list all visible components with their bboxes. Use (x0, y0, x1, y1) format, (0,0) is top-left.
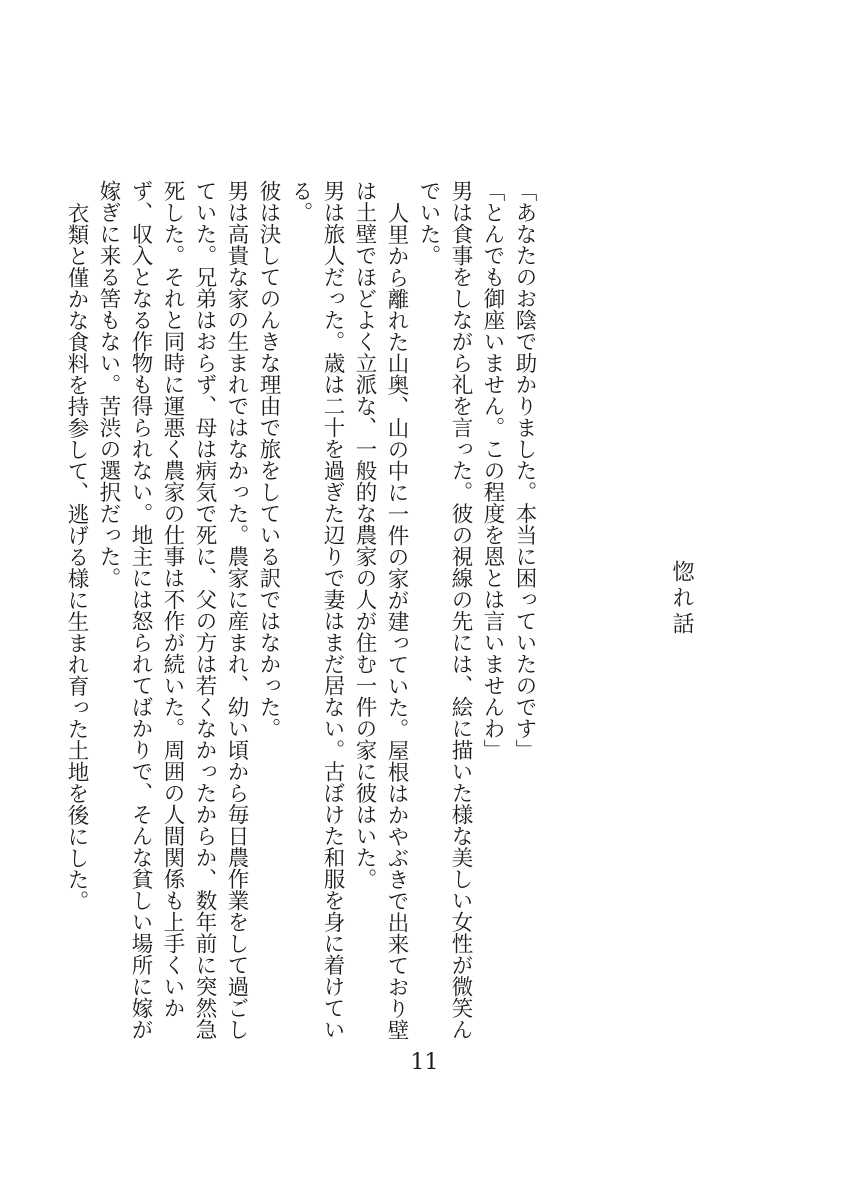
body-text (64, 180, 540, 1040)
page-number: 11 (410, 1050, 439, 1075)
paragraph: 「とんでも御座いません。この程度を恩とは言いませんわ」 (480, 180, 505, 761)
paragraph: 男は高貴な家の生まれではなかった。農家に産まれ、幼い頃から毎日農作業をして過ごしていた。兄弟はおらず、母は病気で死に、父の方は若くなかったからか、数年前に突然急死した。それと同時に運悪く農家の仕事は不作が続いた。周囲の人間関係も上手くいかず、収入となる作物も得られない。地主には怒られてばかりで、そんな貧しい場所に嫁が嫁ぎに来る筈もない。苦渋の選択だった。 (96, 180, 249, 1040)
paragraph: 男は食事をしながら礼を言った。彼の視線の先には、絵に描いた様な美しい女性が微笑んでいた。 (416, 180, 473, 1040)
paragraph: 衣類と僅かな食料を持参して、逃げる様に生まれ育った土地を後にした。 (64, 201, 89, 911)
page-title: 惚れ話 (669, 560, 694, 638)
paragraph: 「あなたのお陰で助かりました。本当に困っていたのです」 (512, 180, 537, 761)
paragraph: 男は旅人だった。歳は二十を過ぎた辺りで妻はまだ居ない。古ぼけた和服を身に着けている。 (288, 180, 345, 1040)
paragraph: 人里から離れた山奥、山の中に一件の家が建っていた。屋根はかやぶきで出来ており壁は土壁でほどよく立派な、一般的な農家の人が住む一件の家に彼はいた。 (352, 180, 409, 1040)
paragraph: 彼は決してのんきな理由で旅をしている訳ではなかった。 (256, 180, 281, 739)
